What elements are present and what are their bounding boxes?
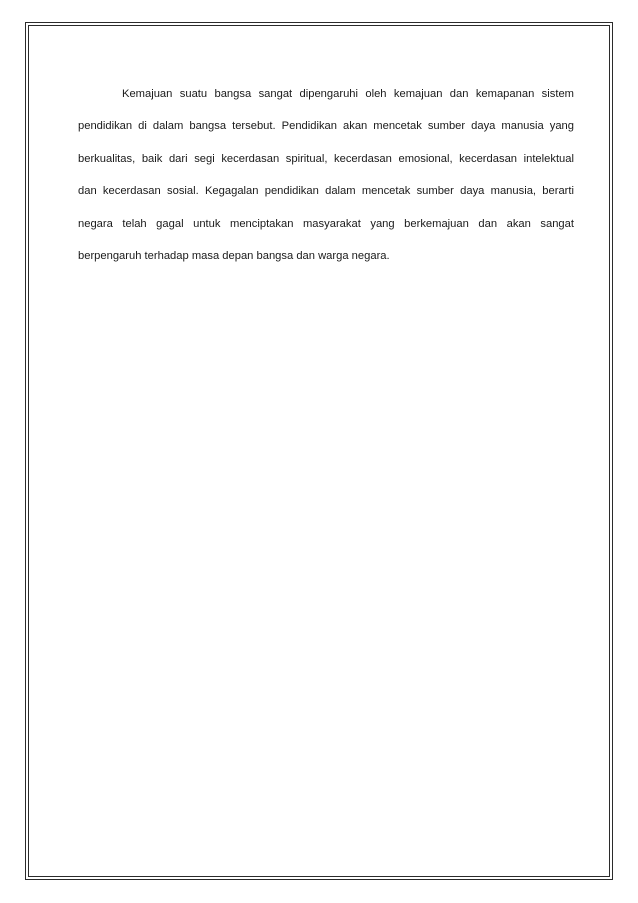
paragraph-line: Kemajuan suatu bangsa sangat dipengaruhi oleh kemajuan dan kemapanan sistem [122,88,574,100]
paragraph-line: dan kecerdasan sosial. Kegagalan pendidikan dalam mencetak sumber daya manusia, berarti [78,185,574,198]
paragraph-line: pendidikan di dalam bangsa tersebut. Pendidikan akan mencetak sumber daya manusia yang [78,120,574,133]
paragraph-line: berpengaruh terhadap masa depan bangsa dan warga negara. [78,249,390,262]
body-paragraph [78,78,574,272]
paragraph-line: negara telah gagal untuk menciptakan masyarakat yang berkemajuan dan akan sangat [78,217,574,230]
paragraph-line: berkualitas, baik dari segi kecerdasan spiritual, kecerdasan emosional, kecerdasan intelektual [78,152,574,165]
